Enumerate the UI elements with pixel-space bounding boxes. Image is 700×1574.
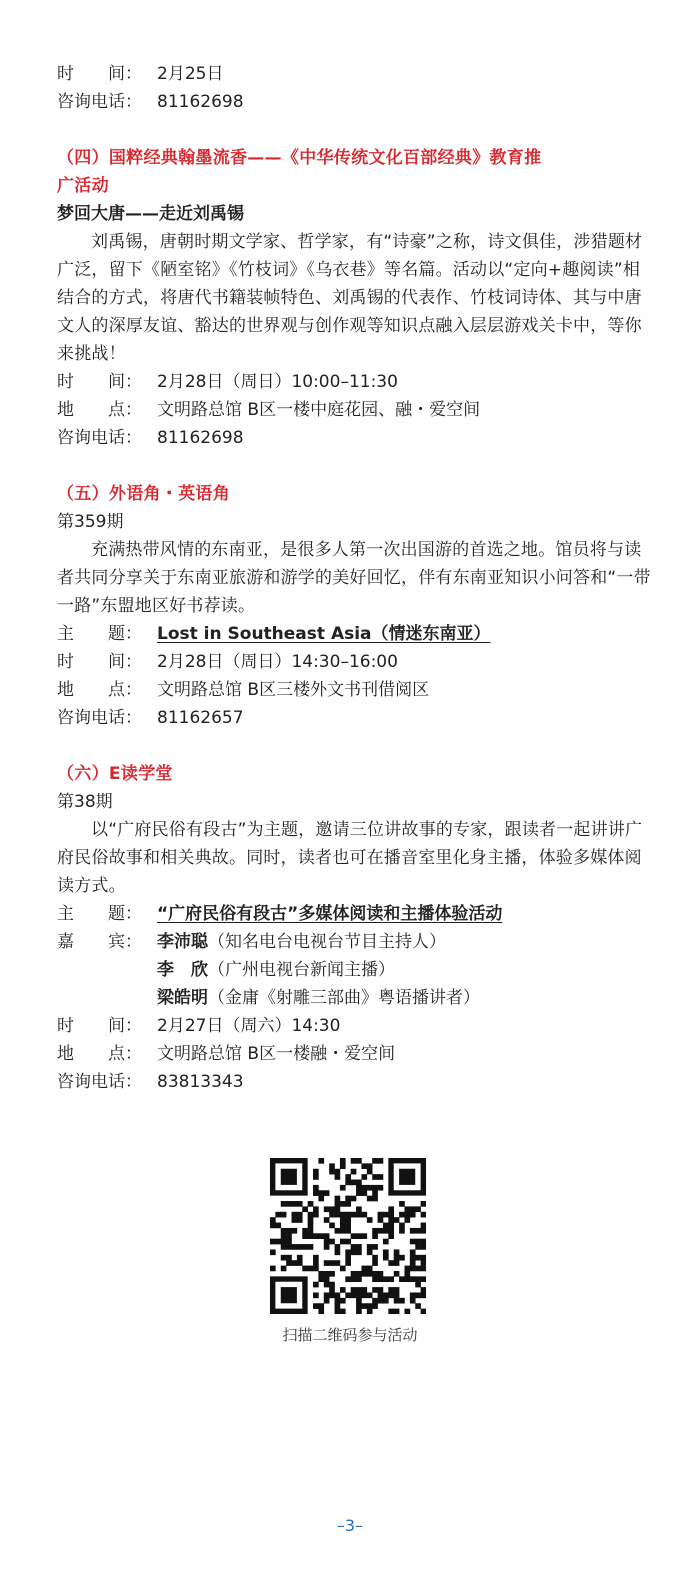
- section-5-issue: 第359期: [57, 512, 124, 532]
- time-value: 2月28日（周日）10:00–11:30: [157, 372, 398, 392]
- time-label: 时 间：: [57, 372, 142, 392]
- place-label: 地 点：: [57, 400, 142, 420]
- guest-name: 李沛聪: [157, 932, 208, 952]
- topic-value: Lost in Southeast Asia（情迷东南亚）: [157, 624, 491, 644]
- section-4-heading-line-2: 广活动: [57, 176, 109, 196]
- time-value: 2月25日: [157, 64, 224, 84]
- phone-label: 咨询电话：: [57, 708, 142, 728]
- time-label: 时 间：: [57, 1016, 142, 1036]
- phone-label: 咨询电话：: [57, 428, 142, 448]
- section-6-heading: （六）E读学堂: [57, 764, 173, 784]
- phone-row: [57, 88, 657, 116]
- phone-label: 咨询电话：: [57, 1072, 142, 1092]
- qr-code-graphic: [270, 1158, 426, 1314]
- place-value: 文明路总馆 B区一楼融・爱空间: [157, 1044, 396, 1064]
- section-4-heading-line-1: （四）国粹经典翰墨流香——《中华传统文化百部经典》教育推: [57, 148, 542, 168]
- topic-value: “广府民俗有段古”多媒体阅读和主播体验活动: [157, 904, 503, 924]
- section-6-guest-row-2: [57, 956, 657, 984]
- place-label: 地 点：: [57, 680, 142, 700]
- section-6-time-row: [57, 1012, 657, 1040]
- qr-code-icon[interactable]: [270, 1158, 426, 1314]
- place-label: 地 点：: [57, 1044, 142, 1064]
- topic-label: 主 题：: [57, 904, 142, 924]
- section-4-time-row: [57, 368, 657, 396]
- page-number: –3–: [336, 1516, 364, 1535]
- section-6-place-row: [57, 1040, 657, 1068]
- time-value: 2月27日（周六）14:30: [157, 1016, 341, 1036]
- section-6-topic-row: [57, 900, 657, 928]
- section-5-time-row: [57, 648, 657, 676]
- section-4-place-row: [57, 396, 657, 424]
- section-4-subheading: 梦回大唐——走近刘禹锡: [57, 204, 244, 224]
- guest-desc: （知名电台电视台节目主持人）: [208, 932, 446, 952]
- phone-value: 81162698: [157, 428, 244, 448]
- place-value: 文明路总馆 B区三楼外文书刊借阅区: [157, 680, 430, 700]
- page-content: [57, 60, 657, 1096]
- qr-caption: 扫描二维码参与活动: [282, 1326, 418, 1344]
- section-6-phone-row: [57, 1068, 657, 1096]
- section-4-paragraph: 刘禹锡，唐朝时期文学家、哲学家，有“诗豪”之称，诗文俱佳，涉猎题材广泛，留下《陋室铭》《竹枝词》《乌衣巷》等名篇。活动以“定向+趣阅读”相结合的方式，将唐代书籍装帧特色、刘禹锡的代表作、竹枝词诗体、其与中唐文人的深厚友谊、豁达的世界观与创作观等知识点融入层层游戏关卡中，等你来挑战！: [57, 232, 643, 364]
- place-value: 文明路总馆 B区一楼中庭花园、融・爱空间: [157, 400, 481, 420]
- time-row: [57, 60, 657, 88]
- section-5-topic-row: [57, 620, 657, 648]
- phone-value: 81162698: [157, 92, 244, 112]
- time-value: 2月28日（周日）14:30–16:00: [157, 652, 398, 672]
- guest-name: 李 欣: [157, 960, 208, 980]
- section-5-phone-row: [57, 704, 657, 732]
- section-6-guest-row-3: [57, 984, 657, 1012]
- phone-value: 81162657: [157, 708, 244, 728]
- phone-label: 咨询电话：: [57, 92, 142, 112]
- section-6-issue: 第38期: [57, 792, 113, 812]
- guest-desc: （金庸《射雕三部曲》粤语播讲者）: [208, 988, 480, 1008]
- section-6-guest-row-1: [57, 928, 657, 956]
- topic-label: 主 题：: [57, 624, 142, 644]
- section-5-heading: （五）外语角・英语角: [57, 484, 230, 504]
- guest-label: 嘉 宾：: [57, 932, 142, 952]
- section-4-heading: [57, 144, 657, 200]
- time-label: 时 间：: [57, 64, 142, 84]
- time-label: 时 间：: [57, 652, 142, 672]
- guest-desc: （广州电视台新闻主播）: [208, 960, 395, 980]
- phone-value: 83813343: [157, 1072, 244, 1092]
- guest-name: 梁皓明: [157, 988, 208, 1008]
- section-5-paragraph: 充满热带风情的东南亚，是很多人第一次出国游的首选之地。馆员将与读者共同分享关于东南亚旅游和游学的美好回忆，伴有东南亚知识小问答和“一带一路”东盟地区好书荐读。: [57, 540, 651, 616]
- section-5-place-row: [57, 676, 657, 704]
- section-4-phone-row: [57, 424, 657, 452]
- section-6-paragraph: 以“广府民俗有段古”为主题，邀请三位讲故事的专家，跟读者一起讲讲广府民俗故事和相关典故。同时，读者也可在播音室里化身主播，体验多媒体阅读方式。: [57, 820, 643, 896]
